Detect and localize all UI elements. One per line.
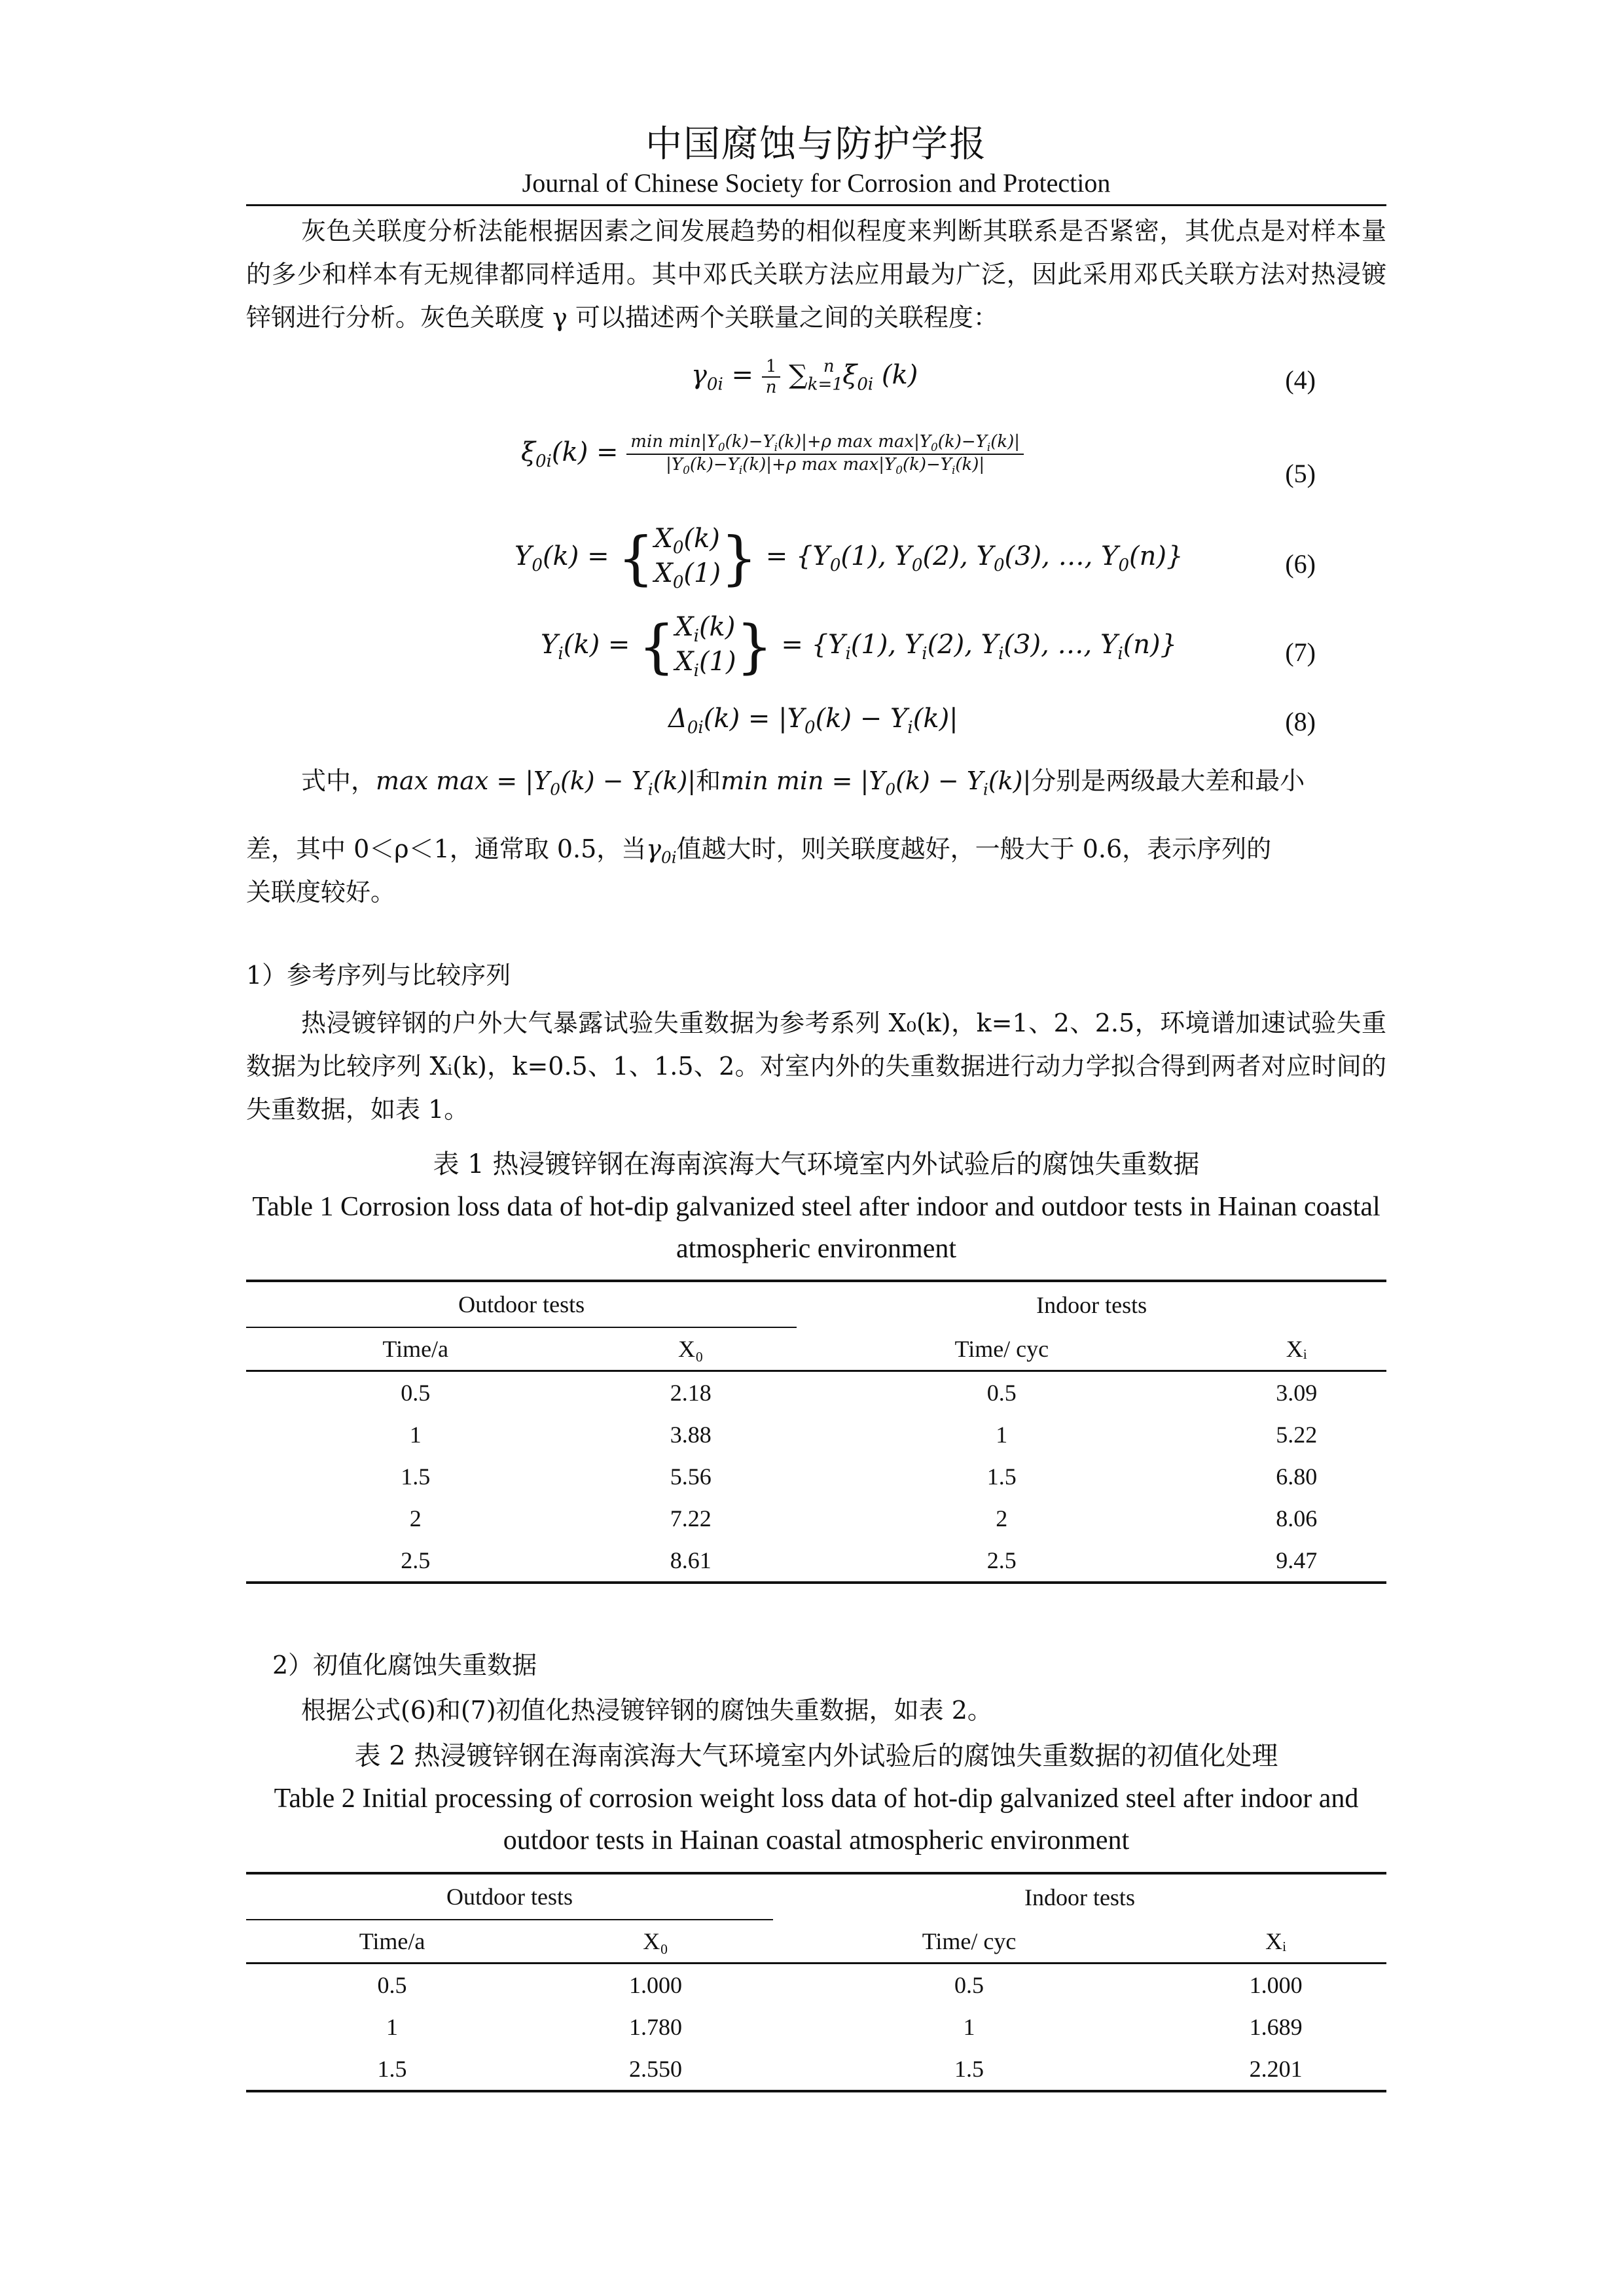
table-row [246,1414,1386,1456]
table-2-caption-en: Table 2 Initial processing of corrosion weight loss data of hot-dip galvanized steel after indoor and outdoor tests in Hainan coastal atmospheric environment [274,1784,1359,1856]
table-cell: 1.000 [1249,1972,1303,1998]
table-row [246,1539,1386,1583]
equation-7-expression: $Y_i(k) = \{X_i(k)$ $X_i(1)\} = \{Y_i(1)$, $Y_i(2)$, $Y_i(3)$, …, $Y_i(n)$} [541,612,1178,681]
table-row [246,1964,1386,2007]
table-cell: 2.550 [538,2048,773,2091]
equation-4 [246,357,1386,409]
explanation-line-3: 关联度较好。 [246,878,396,906]
explain-lead: 式中， [301,766,376,795]
table-2-col-header: Time/a [246,1920,538,1964]
table-cell: 2.5 [246,1539,585,1583]
explain-maxmax-formula: $\max \max = |Y_0(k) - Y_i(k)|$ [376,766,696,799]
explain-tail: 分别是两级最大差和最小 [1031,766,1305,795]
equation-5 [246,432,1386,504]
table-cell: 2.5 [797,1539,1206,1583]
explain-line2-a: 差，其中 0＜ρ＜1，通常取 0.5，当 [246,834,647,863]
table-cell: 2 [409,1505,422,1532]
header-rule [246,204,1386,206]
section-1-body: 热浸镀锌钢的户外大气暴露试验失重数据为参考系列 X₀(k)，k=1、2、2.5，环境谱加速试验失重数据为比较序列 Xᵢ(k)，k=0.5、1、1.5、2。对室内外的失重数据进行动力学拟合得到两者对应时间的失重数据，如表 1。 [246,1009,1386,1124]
table-cell: 1.689 [1249,2014,1303,2040]
section-2-body: 根据公式(6)和(7)初值化热浸镀锌钢的腐蚀失重数据，如表 2。 [301,1696,992,1725]
section-2-heading: 2）初值化腐蚀失重数据 [272,1651,537,1679]
table-cell: 7.22 [670,1505,712,1532]
equation-4-number: (4) [1285,365,1316,395]
explain-gamma-symbol: $\gamma_{0i}$ [646,834,677,867]
section-1-heading: 1）参考序列与比较序列 [246,961,511,990]
table-cell: 3.88 [670,1422,712,1448]
equation-5-expression: $\xi_{0i}(k)$ = $\frac{\min \min|Y_0(k)-Y_i(k)|+\rho \max \max|Y_0(k)-Y_i(k)|}{|Y_0(k)-Y_i(k)|+\rho \max \max|Y_0(k)-Y_i(k)|}$ [521,432,1024,476]
table-1 [246,1280,1386,1584]
equation-8-expression: $\Delta_{0i}(k) = |Y_0(k) - Y_i(k)|$ [668,704,958,738]
table-cell: 1.5 [246,2048,538,2091]
table-cell: 0.5 [401,1380,431,1406]
table-cell: 1 [963,2014,975,2040]
table-2-caption-cn: 表 2 热浸镀锌钢在海南滨海大气环境室内外试验后的腐蚀失重数据的初值化处理 [354,1741,1278,1771]
journal-title-en: Journal of Chinese Society for Corrosion and Protection [522,168,1111,198]
table-cell: 1.5 [986,1463,1017,1490]
table-row [246,2006,1386,2048]
equation-5-number: (5) [1285,459,1316,488]
explanation-line-1 [246,759,1386,812]
table-cell: 9.47 [1206,1539,1386,1583]
table-2-group-outdoor: Outdoor tests [246,1873,773,1920]
table-cell: 0.5 [954,1972,984,1998]
table-cell: 1 [409,1422,422,1448]
table-row [246,1498,1386,1539]
table-row [246,2048,1386,2091]
table-cell: 1 [996,1422,1008,1448]
table-2 [246,1872,1386,2092]
paper-page [246,0,1386,2296]
table-2-col-header: Time/ cyc [773,1920,1165,1964]
table-cell: 0.5 [377,1972,407,1998]
explain-mid: 和 [696,766,721,795]
table-1-group-indoor: Indoor tests [797,1281,1386,1327]
table-cell: 5.22 [1276,1422,1318,1448]
table-row [246,1456,1386,1498]
equation-6 [246,524,1386,602]
table-1-col-header: Time/a [246,1327,585,1371]
equation-6-number: (6) [1285,549,1316,579]
intro-paragraph: 灰色关联度分析法能根据因素之间发展趋势的相似程度来判断其联系是否紧密，其优点是对样本量的多少和样本有无规律都同样适用。其中邓氏关联方法应用最为广泛，因此采用邓氏关联方法对热浸镀锌钢进行分析。灰色关联度 γ 可以描述两个关联量之间的关联程度： [246,217,1386,332]
table-cell: 5.56 [670,1463,712,1490]
table-row [246,1371,1386,1414]
equation-8-number: (8) [1285,707,1316,736]
table-1-group-outdoor: Outdoor tests [246,1281,797,1327]
table-cell: 1.000 [629,1972,682,1998]
table-cell: 8.06 [1276,1505,1318,1532]
table-cell: 6.80 [1276,1463,1318,1490]
equation-7 [246,612,1386,691]
equation-4-expression: $\gamma_{0i}$ = $\frac{1}{n}$ $\sum_{k=1}^n$ $\xi_{0i}$ (k) [691,357,918,398]
table-cell: 1.5 [401,1463,431,1490]
table-cell: 3.09 [1276,1380,1318,1406]
explain-line2-b: 值越大时，则关联度越好，一般大于 0.6，表示序列的 [676,834,1272,863]
table-1-caption-cn: 表 1 热浸镀锌钢在海南滨海大气环境室内外试验后的腐蚀失重数据 [433,1149,1200,1179]
table-cell: 2.18 [670,1380,712,1406]
table-cell: 0.5 [986,1380,1017,1406]
table-1-caption-en: Table 1 Corrosion loss data of hot-dip galvanized steel after indoor and outdoor tests in Hainan coastal atmospheric environment [252,1192,1380,1264]
equation-7-number: (7) [1285,637,1316,667]
table-cell: 2.201 [1165,2048,1386,2091]
table-cell: 1.780 [629,2014,682,2040]
equation-6-expression: $Y_0(k) = \{X_0(k)$ $X_0(1)\} = \{Y_0(1)$, $Y_0(2)$, $Y_0(3)$, …, $Y_0(n)$} [514,524,1183,593]
table-1-col-header: Xᵢ [1206,1327,1386,1371]
table-cell: 8.61 [585,1539,797,1583]
table-1-col-header: Time/ cyc [797,1327,1206,1371]
table-2-col-header: X₀ [538,1920,773,1964]
table-cell: 2 [996,1505,1008,1532]
explain-minmin-formula: $\min \min = |Y_0(k) - Y_i(k)|$ [721,766,1032,799]
table-cell: 1 [386,2014,399,2040]
journal-title-cn: 中国腐蚀与防护学报 [645,123,987,166]
table-2-col-header: Xᵢ [1165,1920,1386,1964]
table-2-group-indoor: Indoor tests [773,1873,1386,1920]
table-1-col-header: X₀ [585,1327,797,1371]
table-cell: 1.5 [773,2048,1165,2091]
equation-8 [246,704,1386,756]
